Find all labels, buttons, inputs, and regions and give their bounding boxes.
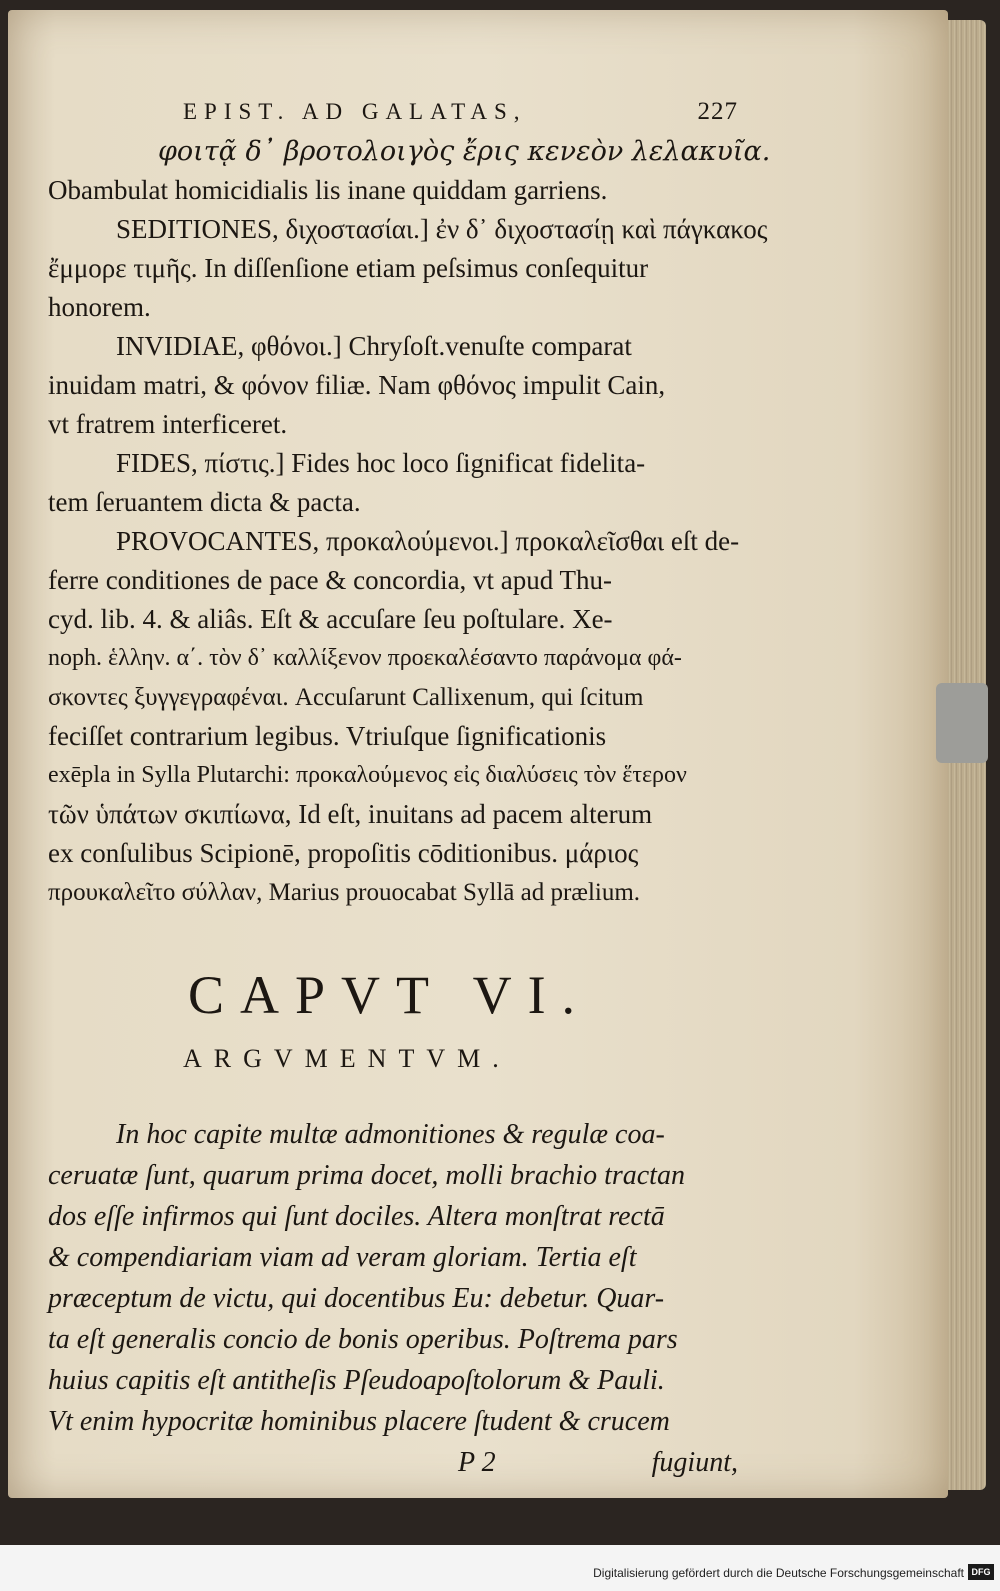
text-line: INVIDIAE, φθόνοι.] Chryſoſt.venuſte comparat [116, 331, 632, 361]
italic-line: In hoc capite multæ admonitiones & regulæ coa- [116, 1119, 665, 1150]
page-text [48, 98, 771, 1483]
bookmark-tab [936, 683, 988, 763]
text-line: noph. ἑλλην. α΄. τὸν δ᾽ καλλίξενον προεκαλέσαντο παράνομα φά- [48, 645, 682, 671]
text-line: vt fratrem interficeret. [48, 409, 288, 439]
funding-credit: Digitalisierung gefördert durch die Deutsche Forschungsgemeinschaft [593, 1566, 964, 1580]
text-line: Obambulat homicidialis lis inane quiddam garriens. [48, 175, 608, 205]
text-line: ex conſulibus Scipionē, propoſitis cōditionibus. μάριος [48, 838, 639, 868]
italic-line: huius capitis eſt antitheſis Pſeudoapoſtolorum & Pauli. [48, 1365, 665, 1396]
chapter-title: CAPVT VI. [188, 965, 592, 1025]
digitization-footer [0, 1545, 1000, 1591]
text-line: FIDES, πίστις.] Fides hoc loco ſignificat fidelita- [116, 448, 646, 478]
dfg-logo-icon: DFG [968, 1564, 994, 1580]
italic-line: præceptum de victu, qui docentibus Eu: debetur. Quar- [48, 1283, 665, 1314]
argument-title: ARGVMENTVM. [183, 1044, 511, 1073]
text-line: τῶν ὑπάτων σκιπίωνα, Id eſt, inuitans ad pacem alterum [48, 799, 653, 829]
text-line: ferre conditiones de pace & concordia, vt apud Thu- [48, 565, 613, 595]
text-line: feciſſet contrarium legibus. Vtriuſque ſignificationis [48, 721, 607, 751]
text-line: ἔμμορε τιμῆς. In diſſenſione etiam peſsimus conſequitur [48, 253, 649, 283]
catchword: fugiunt, [651, 1447, 738, 1478]
signature-mark: P 2 [458, 1447, 496, 1478]
italic-line: dos eſſe infirmos qui ſunt dociles. Altera monſtrat rectā [48, 1201, 665, 1232]
running-head-title: EPIST. AD GALATAS, [183, 99, 527, 124]
commentary-block [48, 132, 771, 912]
text-line: exēpla in Sylla Plutarchi: προκαλούμενος εἰς διαλύσεις τὸν ἕτερον [48, 762, 687, 788]
text-line: inuidam matri, & φόνον filiæ. Nam φθόνος impulit Cain, [48, 370, 666, 400]
text-line: φοιτᾷ δ᾽ βροτολοιγὸς ἔρις κενεὸν λελακυῖα. [158, 136, 771, 167]
signature-line [48, 1442, 738, 1483]
text-line: tem ſeruantem dicta & pacta. [48, 487, 361, 517]
running-head [183, 98, 738, 126]
text-line: προυκαλεῖτο σύλλαν, Marius prouocabat Syllā ad prælium. [48, 879, 641, 906]
text-line: SEDITIONES, διχοστασίαι.] ἐν δ᾽ διχοστασίῃ καὶ πάγκακος [116, 214, 768, 244]
italic-line: & compendiariam viam ad veram gloriam. Tertia eſt [48, 1242, 637, 1273]
text-line: cyd. lib. 4. & aliâs. Eſt & accuſare ſeu poſtulare. Xe- [48, 604, 613, 634]
argument-text [48, 1114, 738, 1483]
italic-line: Vt enim hypocritæ hominibus placere ſtudent & crucem [48, 1406, 670, 1437]
text-line: σκοντες ξυγγεγραφέναι. Accuſarunt Callixenum, qui ſcitum [48, 684, 644, 711]
italic-line: ceruatæ ſunt, quarum prima docet, molli brachio tractan [48, 1160, 685, 1191]
text-line: PROVOCANTES, προκαλούμενοι.] προκαλεῖσθαι eſt de- [116, 526, 740, 556]
text-line: honorem. [48, 292, 151, 322]
folio-number: 227 [697, 98, 738, 125]
italic-line: ta eſt generalis concio de bonis operibus. Poſtrema pars [48, 1324, 678, 1355]
